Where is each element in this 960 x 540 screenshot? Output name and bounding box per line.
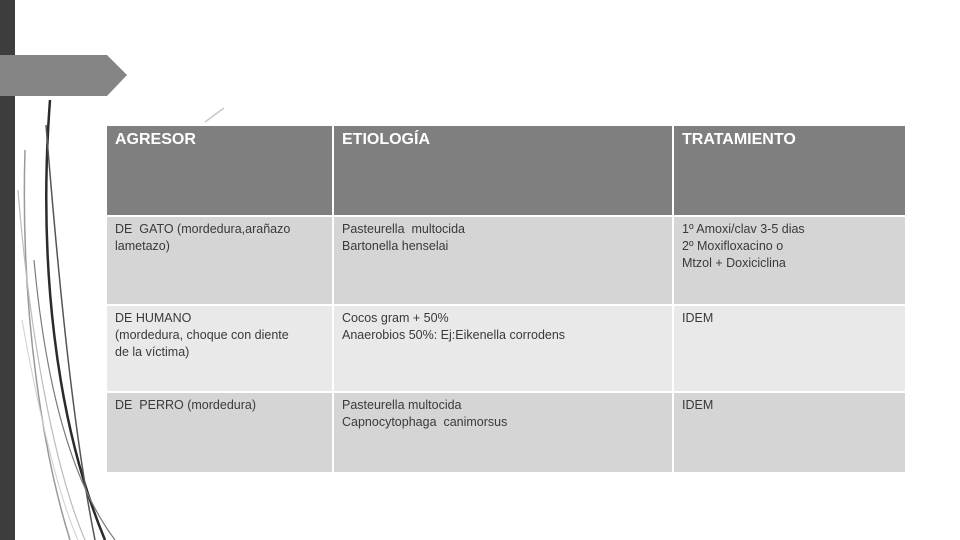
cell-text: IDEM [682, 398, 714, 412]
cell-agresor [106, 392, 333, 473]
cell-text: Cocos gram + 50% [342, 311, 449, 325]
header-tratamiento: TRATAMIENTO [673, 125, 906, 216]
cell-text: DE GATO (mordedura,arañazo [115, 222, 291, 236]
decor-curve-1 [46, 100, 105, 540]
decor-curve-4 [18, 190, 85, 540]
cell-text: Pasteurella multocida [342, 398, 462, 412]
cell-text: de la víctima) [115, 345, 190, 359]
cell-text: Mtzol + Doxiciclina [682, 256, 786, 270]
cell-etiologia [333, 305, 673, 392]
cell-text: Capnocytophaga canimorsus [342, 415, 508, 429]
cell-text: (mordedura, choque con diente [115, 328, 289, 342]
header-etiologia: ETIOLOGÍA [333, 125, 673, 216]
cell-tratamiento [673, 392, 906, 473]
cell-text: DE HUMANO [115, 311, 192, 325]
cell-text: 1º Amoxi/clav 3-5 dias [682, 222, 805, 236]
table-row-perro [106, 392, 906, 473]
cell-text: 2º Moxifloxacino o [682, 239, 784, 253]
decor-curve-3 [24, 150, 70, 540]
table-row-humano [106, 305, 906, 392]
cell-tratamiento [673, 216, 906, 305]
cell-etiologia [333, 392, 673, 473]
cell-tratamiento [673, 305, 906, 392]
decor-tick [205, 108, 224, 122]
cell-text: lametazo) [115, 239, 170, 253]
cell-text: Pasteurella multocida [342, 222, 465, 236]
decor-curve-6 [22, 320, 78, 540]
cell-etiologia [333, 216, 673, 305]
header-agresor: AGRESOR [106, 125, 333, 216]
bite-treatment-table [105, 124, 907, 474]
decor-curve-2 [46, 125, 95, 540]
decor-curve-5 [34, 260, 115, 540]
table-row-gato [106, 216, 906, 305]
arrow-tab-shape [0, 55, 127, 96]
cell-text: Bartonella henselai [342, 239, 449, 253]
cell-text: IDEM [682, 311, 714, 325]
cell-text: DE PERRO (mordedura) [115, 398, 257, 412]
cell-agresor [106, 305, 333, 392]
table-header-row [106, 125, 906, 216]
cell-text: Anaerobios 50%: Ej:Eikenella corrodens [342, 328, 566, 342]
cell-agresor [106, 216, 333, 305]
